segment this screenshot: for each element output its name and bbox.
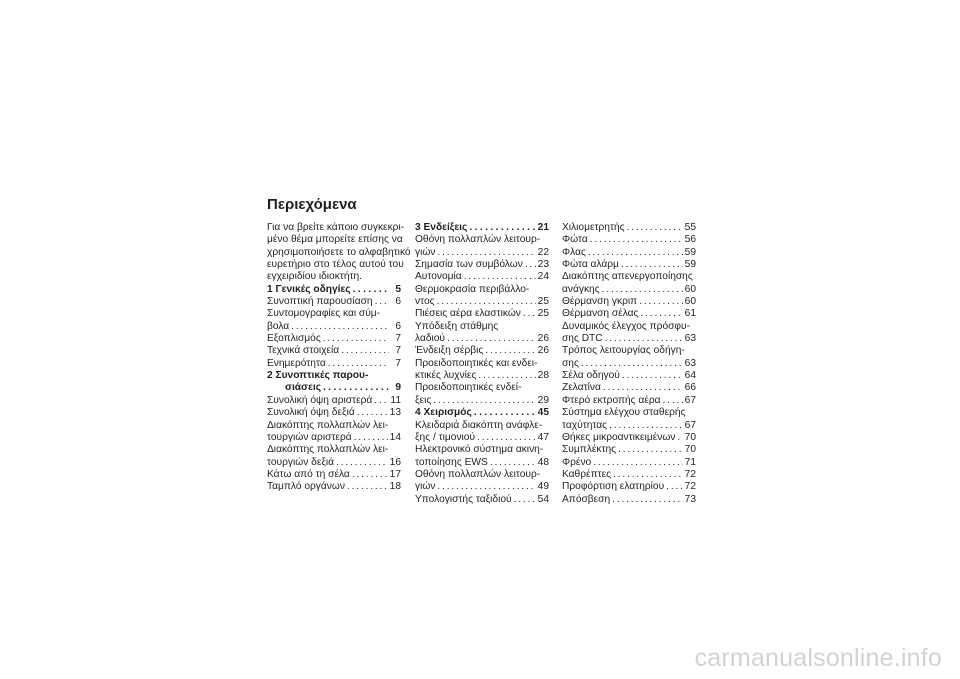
toc-entry-label: Φώτα <box>562 234 588 246</box>
toc-entry[interactable] <box>267 407 401 419</box>
toc-entry-label: Συνολική όψη αριστερά <box>267 394 373 406</box>
intro-line: εγχειριδίου ιδιοκτήτη. <box>267 271 363 283</box>
toc-entry[interactable] <box>562 358 696 370</box>
dot-leader <box>323 382 389 394</box>
toc-entry-label: Προφόρτιση ελατηρίου <box>562 481 665 493</box>
toc-entry[interactable] <box>562 432 696 444</box>
dot-leader <box>437 247 535 259</box>
page-number: 7 <box>395 333 401 345</box>
toc-entry-label: Καθρέπτες <box>562 468 612 480</box>
toc-entry-label: Ενημερότητα <box>267 357 326 369</box>
toc-entry[interactable] <box>562 444 696 456</box>
dot-leader <box>474 407 536 419</box>
dot-leader <box>613 469 683 481</box>
toc-entry-label: Κάτω από τη σέλα <box>267 468 350 480</box>
dot-leader <box>618 444 683 456</box>
toc-entry-line: Υπόδειξη στάθμης <box>415 320 499 332</box>
page-number: 6 <box>395 320 401 332</box>
dot-leader <box>291 321 389 333</box>
page-number: 25 <box>537 296 549 308</box>
toc-entry-label: Συνοπτική παρουσίαση <box>267 296 373 308</box>
toc-entry-label: Πιέσεις αέρα ελαστικών <box>415 308 521 320</box>
page-number: 14 <box>389 431 401 443</box>
toc-entry-label: ταχύτητας <box>562 419 608 431</box>
toc-entry[interactable] <box>562 222 696 234</box>
page-number: 54 <box>537 493 549 505</box>
toc-entry-line: Προειδοποιητικές ενδεί- <box>415 382 522 394</box>
dot-leader <box>514 494 536 506</box>
intro-line: ευρετήριο στο τέλος αυτού του <box>267 259 404 271</box>
dot-leader <box>525 259 536 271</box>
page-number: 28 <box>537 370 549 382</box>
toc-entry[interactable] <box>267 321 401 333</box>
page-number: 64 <box>684 370 696 382</box>
page-number: 67 <box>684 419 696 431</box>
dot-leader <box>352 469 388 481</box>
toc-entry[interactable] <box>562 234 696 246</box>
dot-leader <box>581 358 683 370</box>
page-number: 73 <box>684 493 696 505</box>
toc-entry[interactable] <box>562 333 696 345</box>
toc-entry-label: λαδιού <box>415 333 446 345</box>
dot-leader <box>357 407 388 419</box>
toc-entry[interactable] <box>562 308 696 320</box>
toc-entry-label: γιών <box>415 246 436 258</box>
dot-leader <box>433 395 535 407</box>
page-number: 59 <box>684 259 696 271</box>
toc-entry-line: Τρόπος λειτουργίας οδήγη- <box>562 345 685 357</box>
toc-entry[interactable] <box>562 481 696 493</box>
page-number: 9 <box>395 382 401 394</box>
page-number: 45 <box>537 407 549 419</box>
toc-entry[interactable] <box>267 395 401 407</box>
toc-entry-label: Φλας <box>562 246 586 258</box>
dot-leader <box>354 432 388 444</box>
page-number: 13 <box>389 407 401 419</box>
toc-entry[interactable] <box>415 395 549 407</box>
toc-entry-label: Φτερό εκτροπής αέρα <box>562 394 661 406</box>
dot-leader <box>640 308 682 320</box>
watermark: carmanualsonline.info <box>694 644 942 672</box>
dot-leader <box>609 420 683 432</box>
toc-entry-label: σιάσεις <box>285 382 321 394</box>
page-number: 47 <box>537 431 549 443</box>
toc-entry[interactable] <box>415 333 549 345</box>
page-number: 25 <box>537 308 549 320</box>
dot-leader <box>341 345 389 357</box>
dot-leader <box>375 296 389 308</box>
toc-entry-line: Διακόπτης απενεργοποίησης <box>562 271 693 283</box>
toc-entry-label: 3 Ενδείξεις <box>415 222 468 233</box>
toc-entry[interactable] <box>267 333 401 345</box>
toc-entry-label: ξεις <box>415 394 432 406</box>
intro-text <box>267 222 411 284</box>
dot-leader <box>336 457 388 469</box>
toc-entry-label: Αυτονομία <box>415 271 462 283</box>
toc-entry-label: σης <box>562 357 579 369</box>
toc-entry[interactable] <box>415 308 549 320</box>
toc-entry[interactable] <box>562 247 696 259</box>
toc-entry-label: τουργιών αριστερά <box>267 431 352 443</box>
page-number: 17 <box>389 468 401 480</box>
toc-entry[interactable] <box>267 432 401 444</box>
toc-entry[interactable] <box>415 457 549 469</box>
dot-leader <box>677 432 682 444</box>
toc-entry-label: Χιλιομετρητής <box>562 222 625 233</box>
toc-entry-label: κτικές λυχνίες <box>415 370 477 382</box>
toc-entry[interactable] <box>562 259 696 271</box>
toc-entry-label: Φώτα αλάρμ <box>562 259 619 271</box>
toc-entry-line: Οθόνη πολλαπλών λειτουρ- <box>415 234 541 246</box>
dot-leader <box>437 296 536 308</box>
toc-entry-label: Συμπλέκτης <box>562 444 617 456</box>
dot-leader <box>353 284 389 296</box>
toc-entry[interactable] <box>562 395 696 407</box>
page-number: 26 <box>537 345 549 357</box>
page-number: 24 <box>537 271 549 283</box>
toc-entry[interactable] <box>267 481 401 493</box>
toc-entry-line: Δυναμικός έλεγχος πρόσφυ- <box>562 320 690 332</box>
page-number: 61 <box>684 308 696 320</box>
toc-entry[interactable] <box>415 271 549 283</box>
dot-leader <box>464 271 536 283</box>
dot-leader <box>590 234 683 246</box>
dot-leader <box>663 395 683 407</box>
page-number: 6 <box>395 296 401 308</box>
toc-entry-label: 1 Γενικές οδηγίες <box>267 283 351 295</box>
page-number: 70 <box>684 444 696 456</box>
page-number: 7 <box>395 357 401 369</box>
page-number: 59 <box>684 246 696 258</box>
dot-leader <box>666 481 682 493</box>
intro-line: χρησιμοποιήσετε το αλφαβητικό <box>267 246 411 258</box>
toc-entry-line: Διακόπτης πολλαπλών λει- <box>267 444 389 456</box>
dot-leader <box>328 358 389 370</box>
toc-entry-label: Θέρμανση σέλας <box>562 308 639 320</box>
intro-line: μένο θέμα μπορείτε επίσης να <box>267 234 403 246</box>
toc-entry[interactable] <box>415 494 549 506</box>
toc-column-2 <box>415 222 549 506</box>
toc-entry[interactable] <box>415 259 549 271</box>
intro-line: Για να βρείτε κάποιο συγκεκρι- <box>267 222 405 233</box>
page-number: 71 <box>684 456 696 468</box>
toc-entry-label: τοποίησης EWS <box>415 456 488 468</box>
toc-entry-label: Εξοπλισμός <box>267 333 321 345</box>
dot-leader <box>477 432 536 444</box>
toc-entry-label: Υπολογιστής ταξιδιού <box>415 493 512 505</box>
dot-leader <box>622 370 683 382</box>
toc-entry[interactable] <box>415 247 549 259</box>
toc-entry-line: Συντομογραφίες και σύμ- <box>267 308 381 320</box>
toc-entry[interactable] <box>562 469 696 481</box>
toc-entry[interactable] <box>415 370 549 382</box>
dot-leader <box>478 370 535 382</box>
toc-column-1 <box>267 222 411 494</box>
dot-leader <box>437 481 535 493</box>
toc-entry[interactable] <box>562 382 696 394</box>
toc-entry[interactable] <box>562 296 696 308</box>
page-number: 55 <box>684 222 696 233</box>
toc-entry-line: Διακόπτης πολλαπλών λει- <box>267 419 389 431</box>
dot-leader <box>602 284 683 296</box>
toc-entry-label: Σημασία των συμβόλων <box>415 259 523 271</box>
page-number: 23 <box>537 259 549 271</box>
dot-leader <box>485 345 535 357</box>
toc-entry-label: Ένδειξη σέρβις <box>415 345 484 357</box>
page-number: 56 <box>684 234 696 246</box>
page-number: 49 <box>537 481 549 493</box>
toc-entry[interactable] <box>562 494 696 506</box>
toc-entry-line: Οθόνη πολλαπλών λειτουρ- <box>415 468 541 480</box>
page-number: 72 <box>684 468 696 480</box>
page-number: 18 <box>389 481 401 493</box>
page-number: 21 <box>537 222 549 233</box>
dot-leader <box>621 259 683 271</box>
toc-entry[interactable] <box>267 469 401 481</box>
dot-leader <box>593 457 682 469</box>
toc-entry-label: τουργιών δεξιά <box>267 456 335 468</box>
toc-entry[interactable] <box>415 296 549 308</box>
page-number: 60 <box>684 283 696 295</box>
page-number: 5 <box>395 283 401 295</box>
toc-entry-line: Σύστημα ελέγχου σταθερής <box>562 407 686 419</box>
dot-leader <box>374 395 388 407</box>
toc-entry-label: 4 Χειρισμός <box>415 407 472 419</box>
toc-entry-label: Σέλα οδηγού <box>562 370 620 382</box>
toc-entry-label: Θέρμανση γκριπ <box>562 296 638 308</box>
section-heading[interactable] <box>267 284 401 296</box>
toc-entry[interactable] <box>267 296 401 308</box>
toc-entry-label: βολα <box>267 320 290 332</box>
page-number: 29 <box>537 394 549 406</box>
toc-entry-label: Ταμπλό οργάνων <box>267 481 345 493</box>
toc-entry-line: Κλειδαριά διακόπτη ανάφλε- <box>415 419 543 431</box>
page-number: 26 <box>537 333 549 345</box>
page-title: Περιεχόμενα <box>267 196 357 213</box>
dot-leader <box>639 296 682 308</box>
toc-entry-label: Απόσβεση <box>562 493 611 505</box>
toc-entry-line: Θερμοκρασία περιβάλλο- <box>415 283 530 295</box>
toc-entry-label: ντος <box>415 296 435 308</box>
toc-entry-label: Θήκες μικροαντικειμένων <box>562 431 676 443</box>
page-number: 22 <box>537 246 549 258</box>
page-number: 66 <box>684 382 696 394</box>
toc-entry[interactable] <box>267 345 401 357</box>
toc-entry[interactable] <box>415 432 549 444</box>
toc-entry-label: σης DTC <box>562 333 603 345</box>
toc-column-3 <box>562 222 696 506</box>
page-number: 7 <box>395 345 401 357</box>
page-number: 63 <box>684 357 696 369</box>
toc-entry[interactable] <box>562 420 696 432</box>
section-heading[interactable] <box>267 382 401 394</box>
page-number: 63 <box>684 333 696 345</box>
page-number: 70 <box>684 431 696 443</box>
toc-entry[interactable] <box>415 345 549 357</box>
section-heading[interactable] <box>415 222 549 234</box>
toc-entry-line: Προειδοποιητικές και ενδει- <box>415 357 538 369</box>
toc-entry-label: ανάγκης <box>562 283 600 295</box>
toc-entry[interactable] <box>267 358 401 370</box>
dot-leader <box>323 333 389 345</box>
page-number: 48 <box>537 456 549 468</box>
toc-entry[interactable] <box>562 284 696 296</box>
dot-leader <box>447 333 536 345</box>
dot-leader <box>469 222 535 234</box>
toc-entry[interactable] <box>562 457 696 469</box>
dot-leader <box>605 333 683 345</box>
toc-entry[interactable] <box>267 457 401 469</box>
section-heading[interactable] <box>415 407 549 419</box>
toc-entry-label: γιών <box>415 481 436 493</box>
page-number: 72 <box>684 481 696 493</box>
dot-leader <box>612 494 683 506</box>
dot-leader <box>603 382 683 394</box>
toc-entry-label: Ζελατίνα <box>562 382 601 394</box>
toc-entry[interactable] <box>562 370 696 382</box>
page-number: 11 <box>390 394 401 406</box>
page-number: 67 <box>684 394 696 406</box>
toc-entry-label: ξης / τιμονιού <box>415 431 476 443</box>
dot-leader <box>347 481 388 493</box>
page-number: 60 <box>684 296 696 308</box>
dot-leader <box>588 247 683 259</box>
dot-leader <box>627 222 683 234</box>
toc-entry-label: Φρένο <box>562 456 592 468</box>
dot-leader <box>490 457 536 469</box>
page-number: 16 <box>389 456 401 468</box>
toc-entry-label: Συνολική όψη δεξιά <box>267 407 355 419</box>
section-heading-line: 2 Συνοπτικές παρου- <box>267 370 369 382</box>
toc-entry-line: Ηλεκτρονικό σύστημα ακινη- <box>415 444 544 456</box>
toc-entry[interactable] <box>415 481 549 493</box>
dot-leader <box>523 308 536 320</box>
toc-entry-label: Τεχνικά στοιχεία <box>267 345 340 357</box>
